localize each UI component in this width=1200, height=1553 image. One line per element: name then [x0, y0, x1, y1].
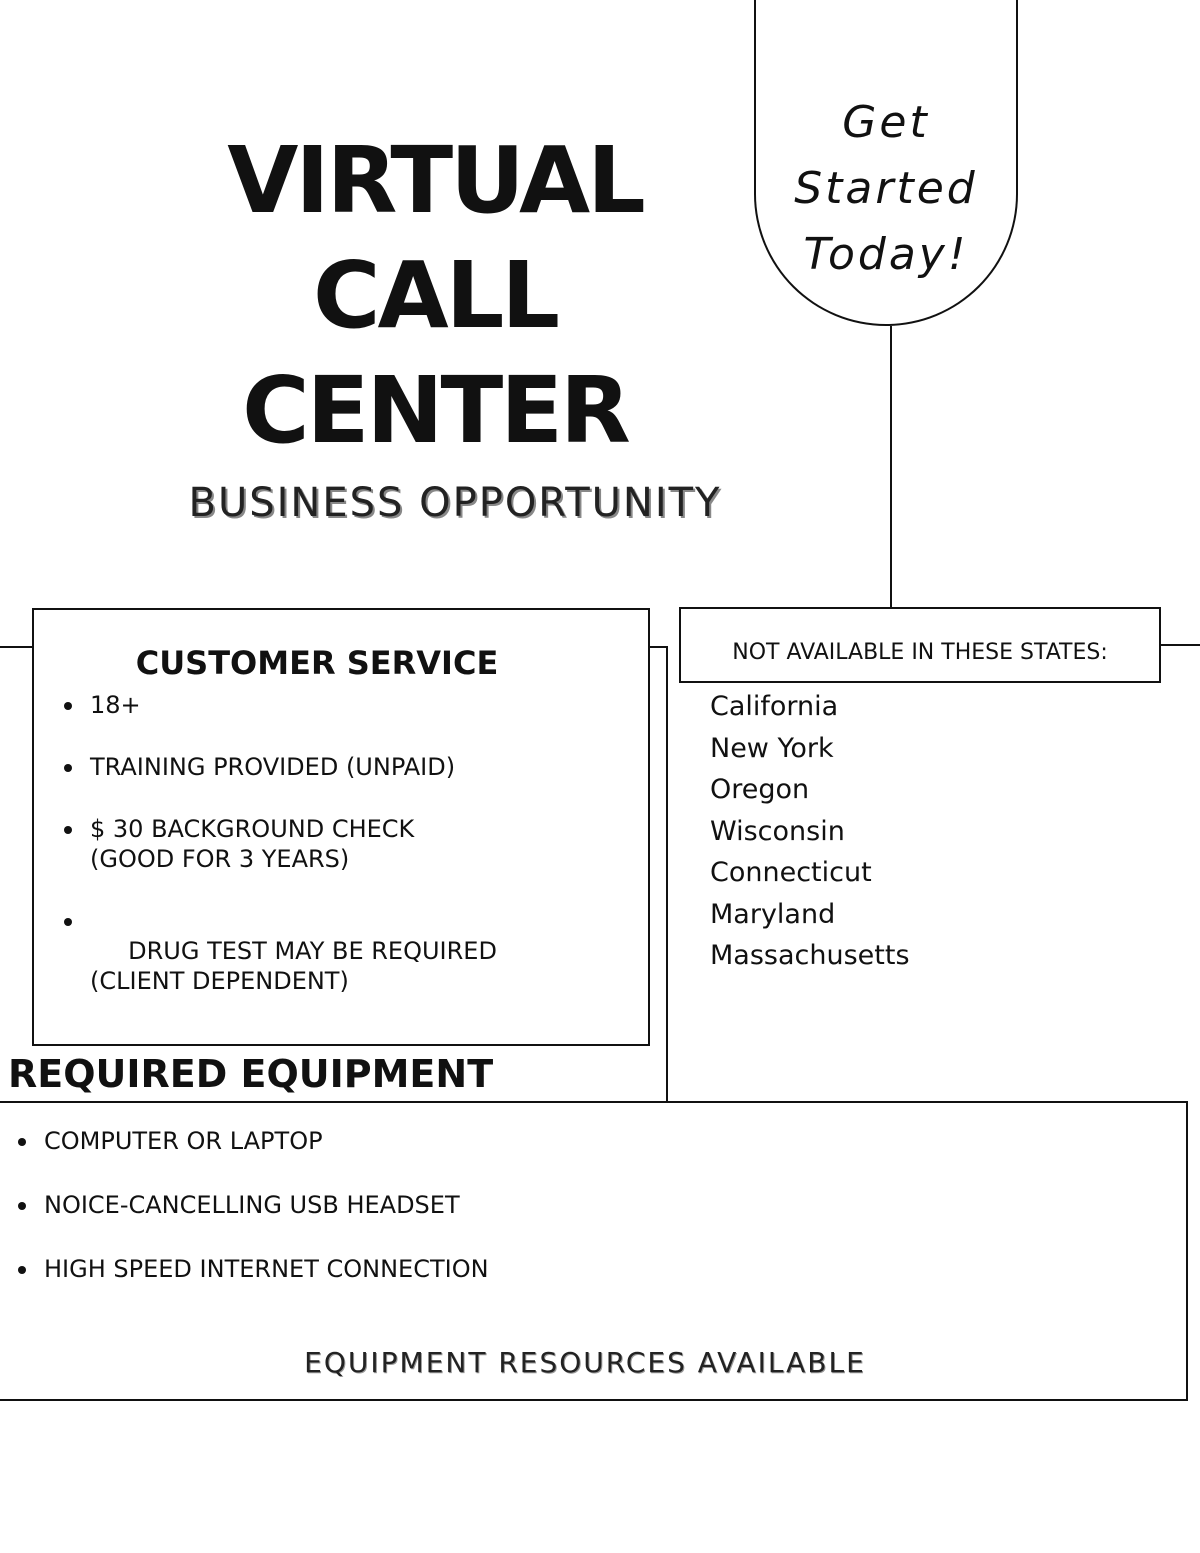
- state-item: Connecticut: [710, 857, 872, 888]
- connector-right: [1160, 644, 1200, 646]
- list-item-line: DRUG TEST MAY BE REQUIRED: [120, 937, 497, 965]
- subtitle: BUSINESS OPPORTUNITY: [188, 480, 722, 526]
- list-item: TRAINING PROVIDED (UNPAID): [90, 752, 630, 782]
- list-item: [90, 906, 630, 1026]
- cta-line-2: Started: [794, 163, 978, 214]
- cta-line-1: Get: [842, 97, 930, 148]
- state-item: New York: [710, 732, 834, 764]
- required-equipment-title: REQUIRED EQUIPMENT: [8, 1052, 494, 1096]
- connector-vertical-right: [890, 326, 892, 608]
- title-line-1: VIRTUAL: [227, 127, 643, 234]
- connector-left: [0, 646, 34, 648]
- state-item: Oregon: [710, 774, 810, 805]
- customer-service-title: CUSTOMER SERVICE: [135, 644, 499, 682]
- title-line-2: CALL: [313, 242, 557, 349]
- list-item: NOICE-CANCELLING USB HEADSET: [44, 1190, 944, 1220]
- list-item: [90, 814, 630, 874]
- list-item-line: $ 30 BACKGROUND CHECK: [90, 815, 415, 843]
- state-item: California: [710, 691, 839, 722]
- get-started-text: [754, 90, 1018, 288]
- list-item-line: (CLIENT DEPENDENT): [90, 967, 349, 995]
- states-list: [710, 686, 910, 977]
- state-item: Wisconsin: [710, 815, 845, 847]
- connector-mid-vertical: [666, 646, 668, 1102]
- customer-service-list: [90, 690, 630, 1026]
- cta-line-3: Today!: [803, 229, 969, 280]
- title-line-3: CENTER: [242, 357, 628, 464]
- list-item-line: (GOOD FOR 3 YEARS): [90, 845, 350, 873]
- list-item: HIGH SPEED INTERNET CONNECTION: [44, 1254, 944, 1284]
- states-heading: NOT AVAILABLE IN THESE STATES:: [732, 640, 1108, 665]
- equipment-list: [44, 1126, 944, 1284]
- list-item: COMPUTER OR LAPTOP: [44, 1126, 944, 1156]
- list-item: 18+: [90, 690, 630, 720]
- connector-mid-horizontal: [648, 646, 668, 648]
- equipment-resources-note: EQUIPMENT RESOURCES AVAILABLE: [304, 1346, 866, 1379]
- state-item: Massachusetts: [710, 940, 910, 971]
- state-item: Maryland: [710, 898, 836, 930]
